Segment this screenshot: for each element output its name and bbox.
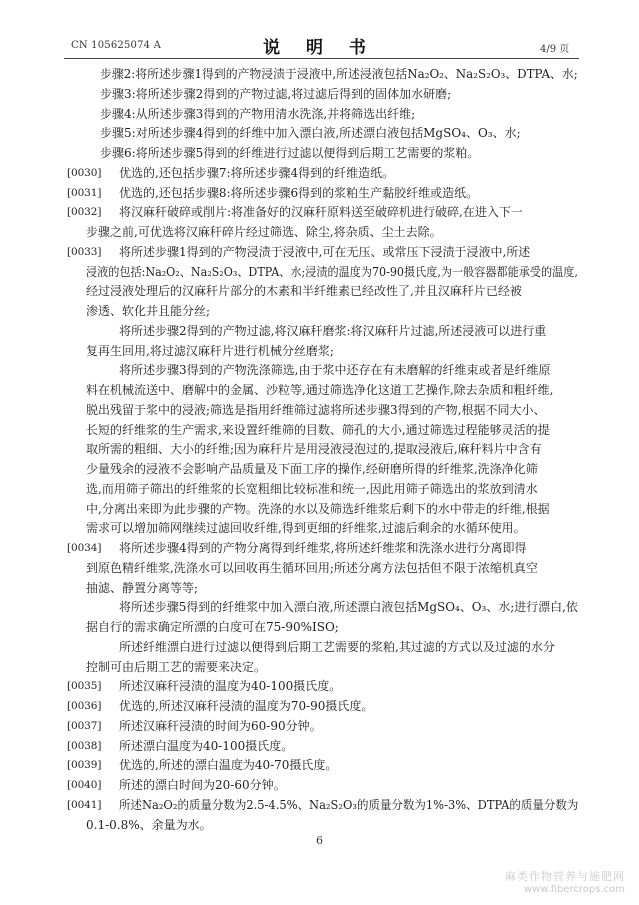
patent-number: CN 105625074 A [71,40,162,51]
paragraph-number: [0036] [67,700,102,712]
text-line: 需求可以增加筛网继续过滤回收纤维,得到更细的纤维浆,过滤后剩余的水循环使用。 [86,521,526,536]
text-line: 取所需的粗细、大小的纤维;因为麻秆片是用浸液浸泡过的,提取浸液后,麻秆料片中含有 [86,442,542,457]
text-line: 选,而用筛子筛出的纤维浆的长宽粗细比较标准和统一,因此用筛子筛选出的浆放到清水 [86,481,538,496]
text-line: 步骤之前,可优选将汉麻秆碎片经过筛选、除尘,将杂质、尘土去除。 [86,225,442,239]
text-line: 将汉麻秆破碎或削片:将准备好的汉麻秆原料送至破碎机进行破碎,在进入下一 [119,205,523,220]
text-line: 长短的纤维浆的生产需求,来设置纤维筛的目数、筛孔的大小,通过筛选过程能够灵活的提 [86,422,550,437]
paragraph-number: [0038] [67,739,102,752]
paragraph-number: [0041] [67,798,102,811]
text-line: 0.1-0.8%、余量为水。 [86,817,212,832]
paragraph-number: [0032] [67,206,102,219]
paragraph-number: [0039] [67,759,102,772]
page-indicator: 4/9 页 [540,44,570,55]
text-line: 步骤2:将所述步骤1得到的产物浸渍于浸液中,所述浸液包括Na₂O₂、Na₂S₂O₃、DTPA、水; [100,67,578,81]
text-line: 优选的,所述的漂白温度为40-70摄氏度。 [119,758,338,773]
paragraph-number: [0030] [67,166,102,179]
text-line: 渗透、软化并且能分丝; [86,304,211,318]
text-line: 浸液的包括:Na₂O₂、Na₂S₂O₃、DTPA、水;浸渍的温度为70-90摄氏度,为一般容器都能承受的温度, [86,264,578,279]
page-header [0,0,639,64]
text-line: 将所述步骤1得到的产物浸渍于浸液中,可在无压、或常压下浸渍于浸液中,所述 [119,244,531,259]
text-line: 步骤4:从所述步骤3得到的产物用清水洗涤,并将筛选出纤维; [100,106,416,121]
text-line: 步骤5:对所述步骤4得到的纤维中加入漂白液,所述漂白液包括MgSO₄、O₃、水; [100,126,521,141]
paragraph-number: [0033] [67,245,102,258]
text-line: 到原色精纤维浆,洗涤水可以回收再生循环回用;所述分离方法包括但不限于浓缩机真空 [86,560,538,575]
text-line: 少量残余的浸液不会影响产品质量及下面工序的操作,经研磨所得的纤维浆,洗涤净化筛 [86,462,538,476]
text-line: 料在机械流送中、磨解中的金属、沙粒等,通过筛选净化这道工艺操作,除去杂质和粗纤维, [86,383,554,397]
text-line: 步骤6:将所述步骤5得到的纤维进行过滤以便得到后期工艺需要的浆粕。 [100,146,480,160]
paragraph-number: [0031] [67,186,102,199]
text-line: 所述纤维漂白进行过滤以便得到后期工艺需要的浆粕,其过滤的方式以及过滤的水分 [119,639,555,654]
watermark-url: www.fibercrops.com [523,884,625,895]
document-title: 说 明 书 [263,38,376,58]
text-line: 将所述步骤3得到的产物洗涤筛选,由于浆中还存在有未磨解的纤维束或者是纤维原 [119,363,551,378]
text-line: 据自行的需求确定所漂的白度可在75-90%ISO; [86,620,339,634]
text-line: 经过浸液处理后的汉麻秆片部分的木素和半纤维素已经改性了,并且汉麻秆片已经被 [86,284,522,299]
text-line: 优选的,还包括步骤7:将所述步骤4得到的纤维造纸。 [119,165,395,180]
paragraph-number: [0034] [67,542,102,554]
text-line: 将所述步骤5得到的纤维浆中加入漂白液,所述漂白液包括MgSO₄、O₃、水;进行漂白,依 [119,600,578,615]
text-line: 脱出残留于浆中的浸液;筛选是指用纤维筛过滤将所述步骤3得到的产物,根据不同大小、 [86,402,546,417]
text-line: 中,分离出来即为此步骤的产物。洗涤的水以及筛选纤维浆后剩下的水中带走的纤维,根据 [86,501,550,516]
text-line: 所述汉麻秆浸渍的时间为60-90分钟。 [119,718,322,733]
text-line: 所述漂白温度为40-100摄氏度。 [119,738,294,753]
text-line: 步骤3:将所述步骤2得到的产物过滤,将过滤后得到的固体加水研磨; [100,86,452,101]
text-line: 优选的,所述汉麻秆浸渍的温度为70-90摄氏度。 [119,699,374,713]
text-line: 所述的漂白时间为20-60分钟。 [119,778,286,792]
text-line: 复再生回用,将过滤汉麻秆片进行机械分丝磨浆; [86,343,334,358]
paragraph-number: [0037] [67,719,102,732]
text-line: 将所述步骤4得到的产物分离得到纤维浆,将所述纤维浆和洗涤水进行分离即得 [119,541,527,555]
text-line: 抽滤、静置分离等等; [86,580,199,595]
paragraph-number: [0040] [67,779,102,791]
text-line: 所述Na₂O₂的质量分数为2.5-4.5%、Na₂S₂O₃的质量分数为1%-3%、DTPA的质量分数为 [119,797,579,812]
text-line: 所述汉麻秆浸渍的温度为40-100摄氏度。 [119,679,342,694]
watermark-text: 麻类作物营养与施肥网 [505,870,625,883]
site-watermark [505,868,625,895]
text-line: 控制可由后期工艺的需要来决定。 [86,659,267,674]
page-number: 6 [316,834,323,847]
paragraph-number: [0035] [67,680,102,693]
text-line: 优选的,还包括步骤8:将所述步骤6得到的浆粕生产黏胶纤维或造纸。 [119,185,479,200]
text-line: 将所述步骤2得到的产物过滤,将汉麻秆磨浆:将汉麻秆片过滤,所述浸液可以进行重 [119,323,547,338]
header-divider [64,58,579,59]
